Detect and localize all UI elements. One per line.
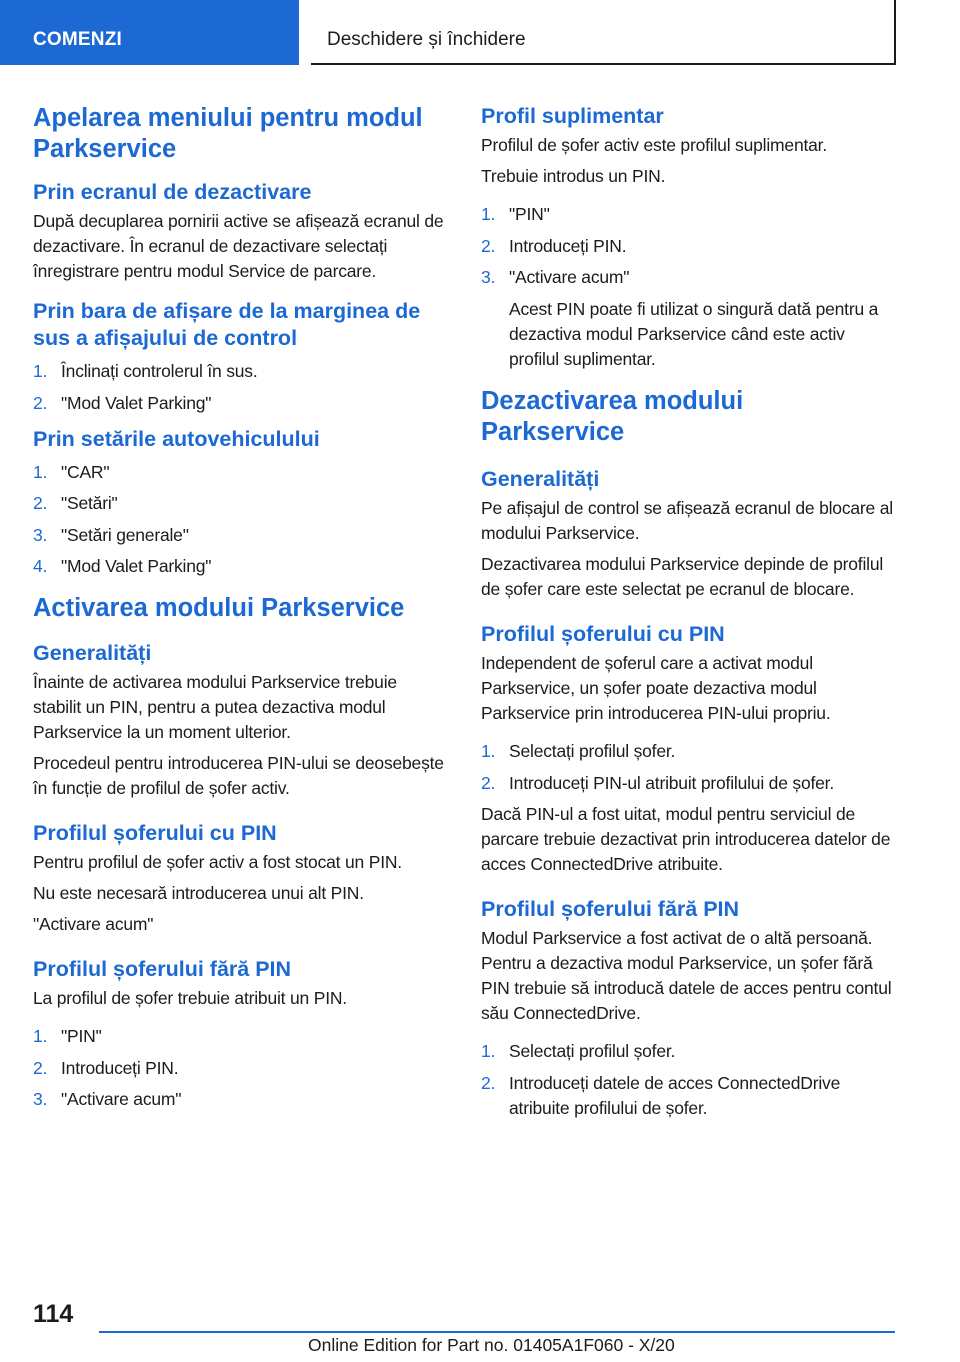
step-number: 1. bbox=[481, 741, 496, 761]
list-item bbox=[481, 265, 893, 372]
list-item bbox=[481, 771, 893, 796]
step-number: 4. bbox=[33, 556, 48, 576]
step-number: 3. bbox=[33, 524, 48, 545]
paragraph: Procedeul pentru introducerea PIN-ului se deosebește în funcție de profilul de șofer activ. bbox=[33, 753, 444, 798]
paragraph: Profilul de șofer activ este profilul suplimentar. bbox=[481, 135, 827, 155]
step-number: 3. bbox=[33, 1089, 48, 1109]
step-text: Introduceți PIN-ul atribuit profilului de șofer. bbox=[509, 772, 835, 793]
step-text: "Setări" bbox=[61, 493, 118, 513]
steps-list bbox=[33, 1024, 445, 1112]
list-item bbox=[33, 523, 445, 548]
step-text: "Mod Valet Parking" bbox=[61, 556, 212, 576]
list-item bbox=[481, 1071, 893, 1121]
heading-general: Generalități bbox=[481, 467, 600, 491]
step-number: 2. bbox=[481, 1072, 496, 1093]
list-item bbox=[33, 1087, 445, 1112]
list-item bbox=[33, 359, 445, 384]
step-number: 1. bbox=[33, 1026, 48, 1046]
heading-driver-without-pin: Profilul șoferului fără PIN bbox=[481, 897, 740, 921]
heading-general: Generalități bbox=[33, 641, 152, 665]
paragraph: Dezactivarea modului Parkservice depinde de profilul de șofer care este selectat pe ecranul de blocare. bbox=[481, 554, 884, 599]
paragraph: "Activare acum" bbox=[33, 914, 154, 934]
list-item bbox=[33, 1056, 445, 1081]
step-text: Înclinați controlerul în sus. bbox=[61, 361, 258, 381]
list-item bbox=[33, 460, 445, 485]
step-number: 1. bbox=[33, 461, 48, 482]
paragraph: Înainte de activarea modului Parkservice trebuie stabilit un PIN, pentru a putea dezactiva modul Parkservice la un moment ulterior. bbox=[33, 672, 397, 742]
list-item bbox=[33, 554, 445, 579]
step-text: "Setări generale" bbox=[61, 524, 189, 545]
heading-call-menu: Apelarea meniului pentru modul Parkservice bbox=[33, 104, 423, 163]
heading-additional-profile: Profil suplimentar bbox=[481, 104, 664, 128]
right-column bbox=[481, 100, 893, 1127]
step-number: 2. bbox=[33, 392, 48, 413]
step-number: 1. bbox=[481, 204, 496, 224]
list-item bbox=[481, 1039, 893, 1064]
steps-list bbox=[481, 202, 893, 372]
step-number: 2. bbox=[33, 1057, 48, 1078]
heading-driver-with-pin: Profilul șoferului cu PIN bbox=[481, 622, 725, 646]
paragraph: Independent de șoferul care a activat modul Parkservice, un șofer poate dezactiva modul Parkservice prin introducerea PIN-ului propriu. bbox=[481, 653, 831, 723]
step-note: Acest PIN poate fi utilizat o singură dată pentru a dezactiva modul Parkservice când este activ profilul suplimentar. bbox=[509, 299, 879, 369]
paragraph: După decuplarea pornirii active se afișează ecranul de dezactivare. În ecranul de dezactivare selectați înregistrare pentru modul Service de parcare. bbox=[33, 211, 444, 281]
step-number: 3. bbox=[481, 267, 496, 287]
paragraph: Modul Parkservice a fost activat de o altă persoană. Pentru a dezactiva modul Parkservice, un șofer fără PIN trebuie să introducă datele de acces pentru contul său ConnectedDrive. bbox=[481, 928, 892, 1023]
paragraph: Nu este necesară introducerea unui alt PIN. bbox=[33, 883, 364, 903]
section-title: COMENZI bbox=[33, 29, 123, 50]
steps-list bbox=[481, 739, 893, 796]
list-item bbox=[33, 391, 445, 416]
heading-driver-without-pin: Profilul șoferului fără PIN bbox=[33, 957, 292, 981]
paragraph: Pe afișajul de control se afișează ecranul de blocare al modului Parkservice. bbox=[481, 498, 893, 543]
step-text: "CAR" bbox=[61, 461, 110, 482]
step-number: 2. bbox=[481, 772, 496, 793]
left-column bbox=[33, 100, 445, 1119]
list-item bbox=[481, 202, 893, 227]
paragraph: Trebuie introdus un PIN. bbox=[481, 166, 666, 186]
list-item bbox=[33, 491, 445, 516]
heading-deactivation: Dezactivarea modului Parkservice bbox=[481, 387, 744, 446]
heading-vehicle-settings: Prin setările autovehiculului bbox=[33, 426, 320, 451]
list-item bbox=[481, 739, 893, 764]
step-number: 1. bbox=[481, 1041, 496, 1061]
paragraph: Dacă PIN-ul a fost uitat, modul pentru serviciul de parcare trebuie dezactivat prin introducerea datelor de acces ConnectedDrive atribuite. bbox=[481, 804, 891, 874]
heading-activation: Activarea modului Parkservice bbox=[33, 594, 405, 622]
chapter-title: Deschidere și închidere bbox=[327, 29, 526, 50]
step-text: "PIN" bbox=[509, 204, 550, 224]
chapter-tab bbox=[311, 0, 896, 65]
paragraph: La profilul de șofer trebuie atribuit un PIN. bbox=[33, 988, 347, 1008]
footer-edition: Online Edition for Part no. 01405A1F060 - X/20 bbox=[308, 1335, 675, 1355]
step-text: "PIN" bbox=[61, 1026, 102, 1046]
list-item bbox=[33, 1024, 445, 1049]
section-tab bbox=[0, 0, 299, 65]
heading-status-bar: Prin bara de afișare de la marginea de sus a afișajului de control bbox=[33, 299, 421, 350]
steps-list bbox=[33, 359, 445, 416]
step-text: "Activare acum" bbox=[509, 267, 630, 287]
step-text: Selectați profilul șofer. bbox=[509, 741, 676, 761]
paragraph: Pentru profilul de șofer activ a fost stocat un PIN. bbox=[33, 852, 402, 872]
steps-list bbox=[481, 1039, 893, 1121]
step-text: "Mod Valet Parking" bbox=[61, 392, 212, 413]
step-text: Introduceți PIN. bbox=[61, 1057, 179, 1078]
step-text: Selectați profilul șofer. bbox=[509, 1041, 676, 1061]
list-item bbox=[481, 234, 893, 259]
heading-deactivation-screen: Prin ecranul de dezactivare bbox=[33, 180, 312, 204]
step-text: Introduceți PIN. bbox=[509, 235, 627, 256]
heading-driver-with-pin: Profilul șoferului cu PIN bbox=[33, 821, 277, 845]
footer-divider bbox=[99, 1331, 895, 1333]
step-number: 2. bbox=[481, 235, 496, 256]
page-number: 114 bbox=[33, 1300, 74, 1328]
step-number: 1. bbox=[33, 361, 48, 381]
step-number: 2. bbox=[33, 493, 48, 513]
steps-list bbox=[33, 460, 445, 580]
step-text: "Activare acum" bbox=[61, 1089, 182, 1109]
step-text: Introduceți datele de acces ConnectedDrive atribuite profilului de șofer. bbox=[509, 1072, 841, 1118]
